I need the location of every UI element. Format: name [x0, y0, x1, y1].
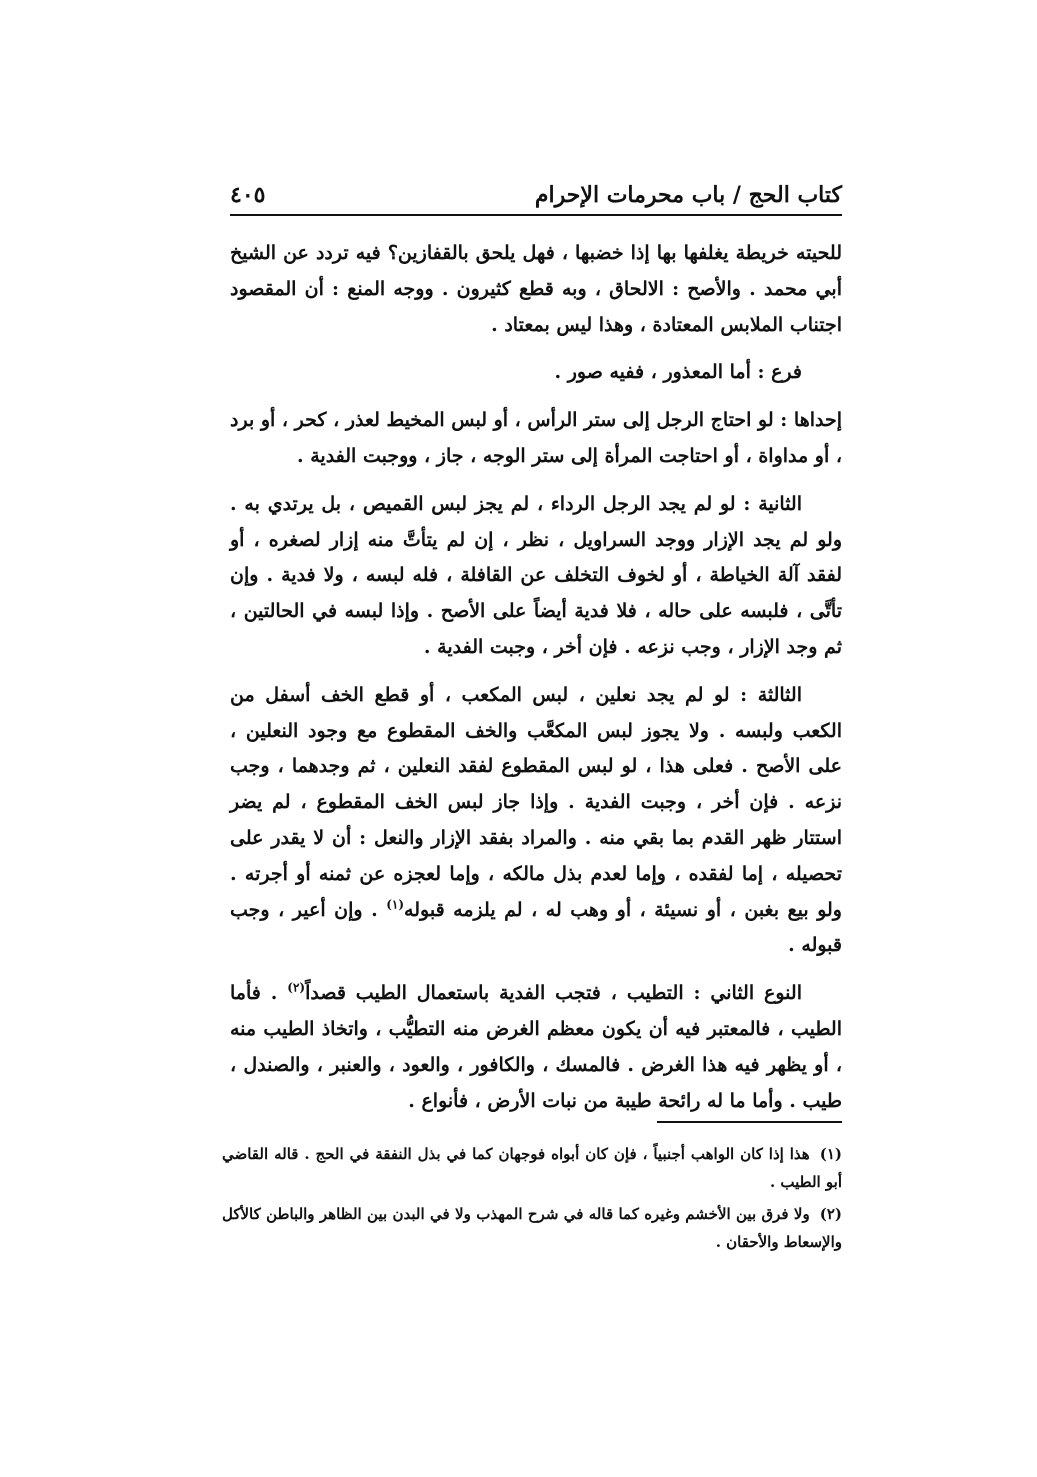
header-title: كتاب الحج / باب محرمات الإحرام: [534, 182, 842, 208]
paragraph-text: النوع الثاني : التطيب ، فتجب الفدية باستعمال الطيب قصداً: [305, 982, 802, 1005]
paragraph-text: . فأما الطيب ، فالمعتبر فيه أن يكون معظم الغرض منه التطيُّب ، واتخاذ الطيب منه ، أو يظهر فيه هذا الغرض . فالمسك ، والكافور ، والعود ، والعنبر ، والصندل ، طيب . وأما ما له رائحة طيبة من نبات الأرض ، فأنواع .: [230, 982, 842, 1112]
paragraph-text: . وإن أعير ، وجب قبوله .: [230, 898, 842, 957]
paragraph-text: الثالثة : لو لم يجد نعلين ، لبس المكعب ، أو قطع الخف أسفل من الكعب ولبسه . ولا يجوز لبس المكعَّب والخف المقطوع مع وجود النعلين ، على الأصح . فعلى هذا ، لو لبس المقطوع لفقد النعلين ، ثم وجدهما ، وجب نزعه . فإن أخر ، وجبت الفدية . وإذا جاز لبس الخف المقطوع ، لم يضر استتار ظهر القدم بما بقي منه . والمراد بفقد الإزار والنعل : أن لا يقدر على تحصيله ، إما لفقده ، وإما لعدم بذل مالكه ، وإما لعجزه عن ثمنه أو أجرته . ولو بيع بغبن ، أو نسيئة ، أو وهب له ، لم يلزمه قبوله: [230, 683, 842, 921]
footnotes: [222, 1140, 842, 1260]
running-header: [230, 168, 842, 208]
paragraph: للحيته خريطة يغلفها بها إذا خضبها ، فهل يلحق بالقفازين؟ فيه تردد عن الشيخ أبي محمد . والأصح : الالحاق ، وبه قطع كثيرون . ووجه المنع : أن المقصود اجتناب الملابس المعتادة ، وهذا ليس بمعتاد .: [230, 242, 842, 336]
paragraph-third-case: [230, 678, 842, 964]
paragraph-second-type: [230, 976, 842, 1119]
page-number: ٤٠٥: [230, 182, 266, 208]
footnote-ref: (٢): [287, 980, 306, 995]
footnote-ref: (١): [386, 897, 405, 912]
footnote-number: (١): [819, 1145, 842, 1163]
paragraph-second-case: الثانية : لو لم يجد الرجل الرداء ، لم يجز لبس القميص ، بل يرتدي به . ولو لم يجد الإزار ووجد السراويل ، نظر ، إن لم يتأتَّ منه إزار لصغره ، أو لفقد آلة الخياطة ، أو لخوف التخلف عن القافلة ، فله لبسه ، ولا فدية . وإن تأتَّى ، فلبسه على حاله ، فلا فدية أيضاً على الأصح . وإذا لبسه في الحالتين ، ثم وجد الإزار ، وجب نزعه . فإن أخر ، وجبت الفدية .: [230, 492, 842, 658]
footnote-separator: [657, 1121, 842, 1123]
paragraph-far: فرع : أما المعذور ، ففيه صور .: [554, 361, 802, 384]
footnote: [222, 1200, 842, 1256]
footnote: [222, 1140, 842, 1196]
footnote-text: ولا فرق بين الأخشم وغيره كما قاله في شرح المهذب ولا في البدن بين الظاهر والباطن كالأكل والإسعاط والأحقان .: [222, 1205, 842, 1251]
footnote-text: هذا إذا كان الواهب أجنبياً ، فإن كان أبواه فوجهان كما في بذل النفقة في الحج . قاله القاضي أبو الطيب .: [222, 1145, 842, 1191]
main-text: [230, 236, 842, 1131]
footnote-number: (٢): [819, 1205, 842, 1223]
header-rule: [230, 214, 842, 216]
paragraph-first-case: إحداها : لو احتاج الرجل إلى ستر الرأس ، أو لبس المخيط لعذر ، كحر ، أو برد ، أو مداواة ، أو احتاجت المرأة إلى ستر الوجه ، جاز ، ووجبت الفدية .: [230, 409, 842, 467]
